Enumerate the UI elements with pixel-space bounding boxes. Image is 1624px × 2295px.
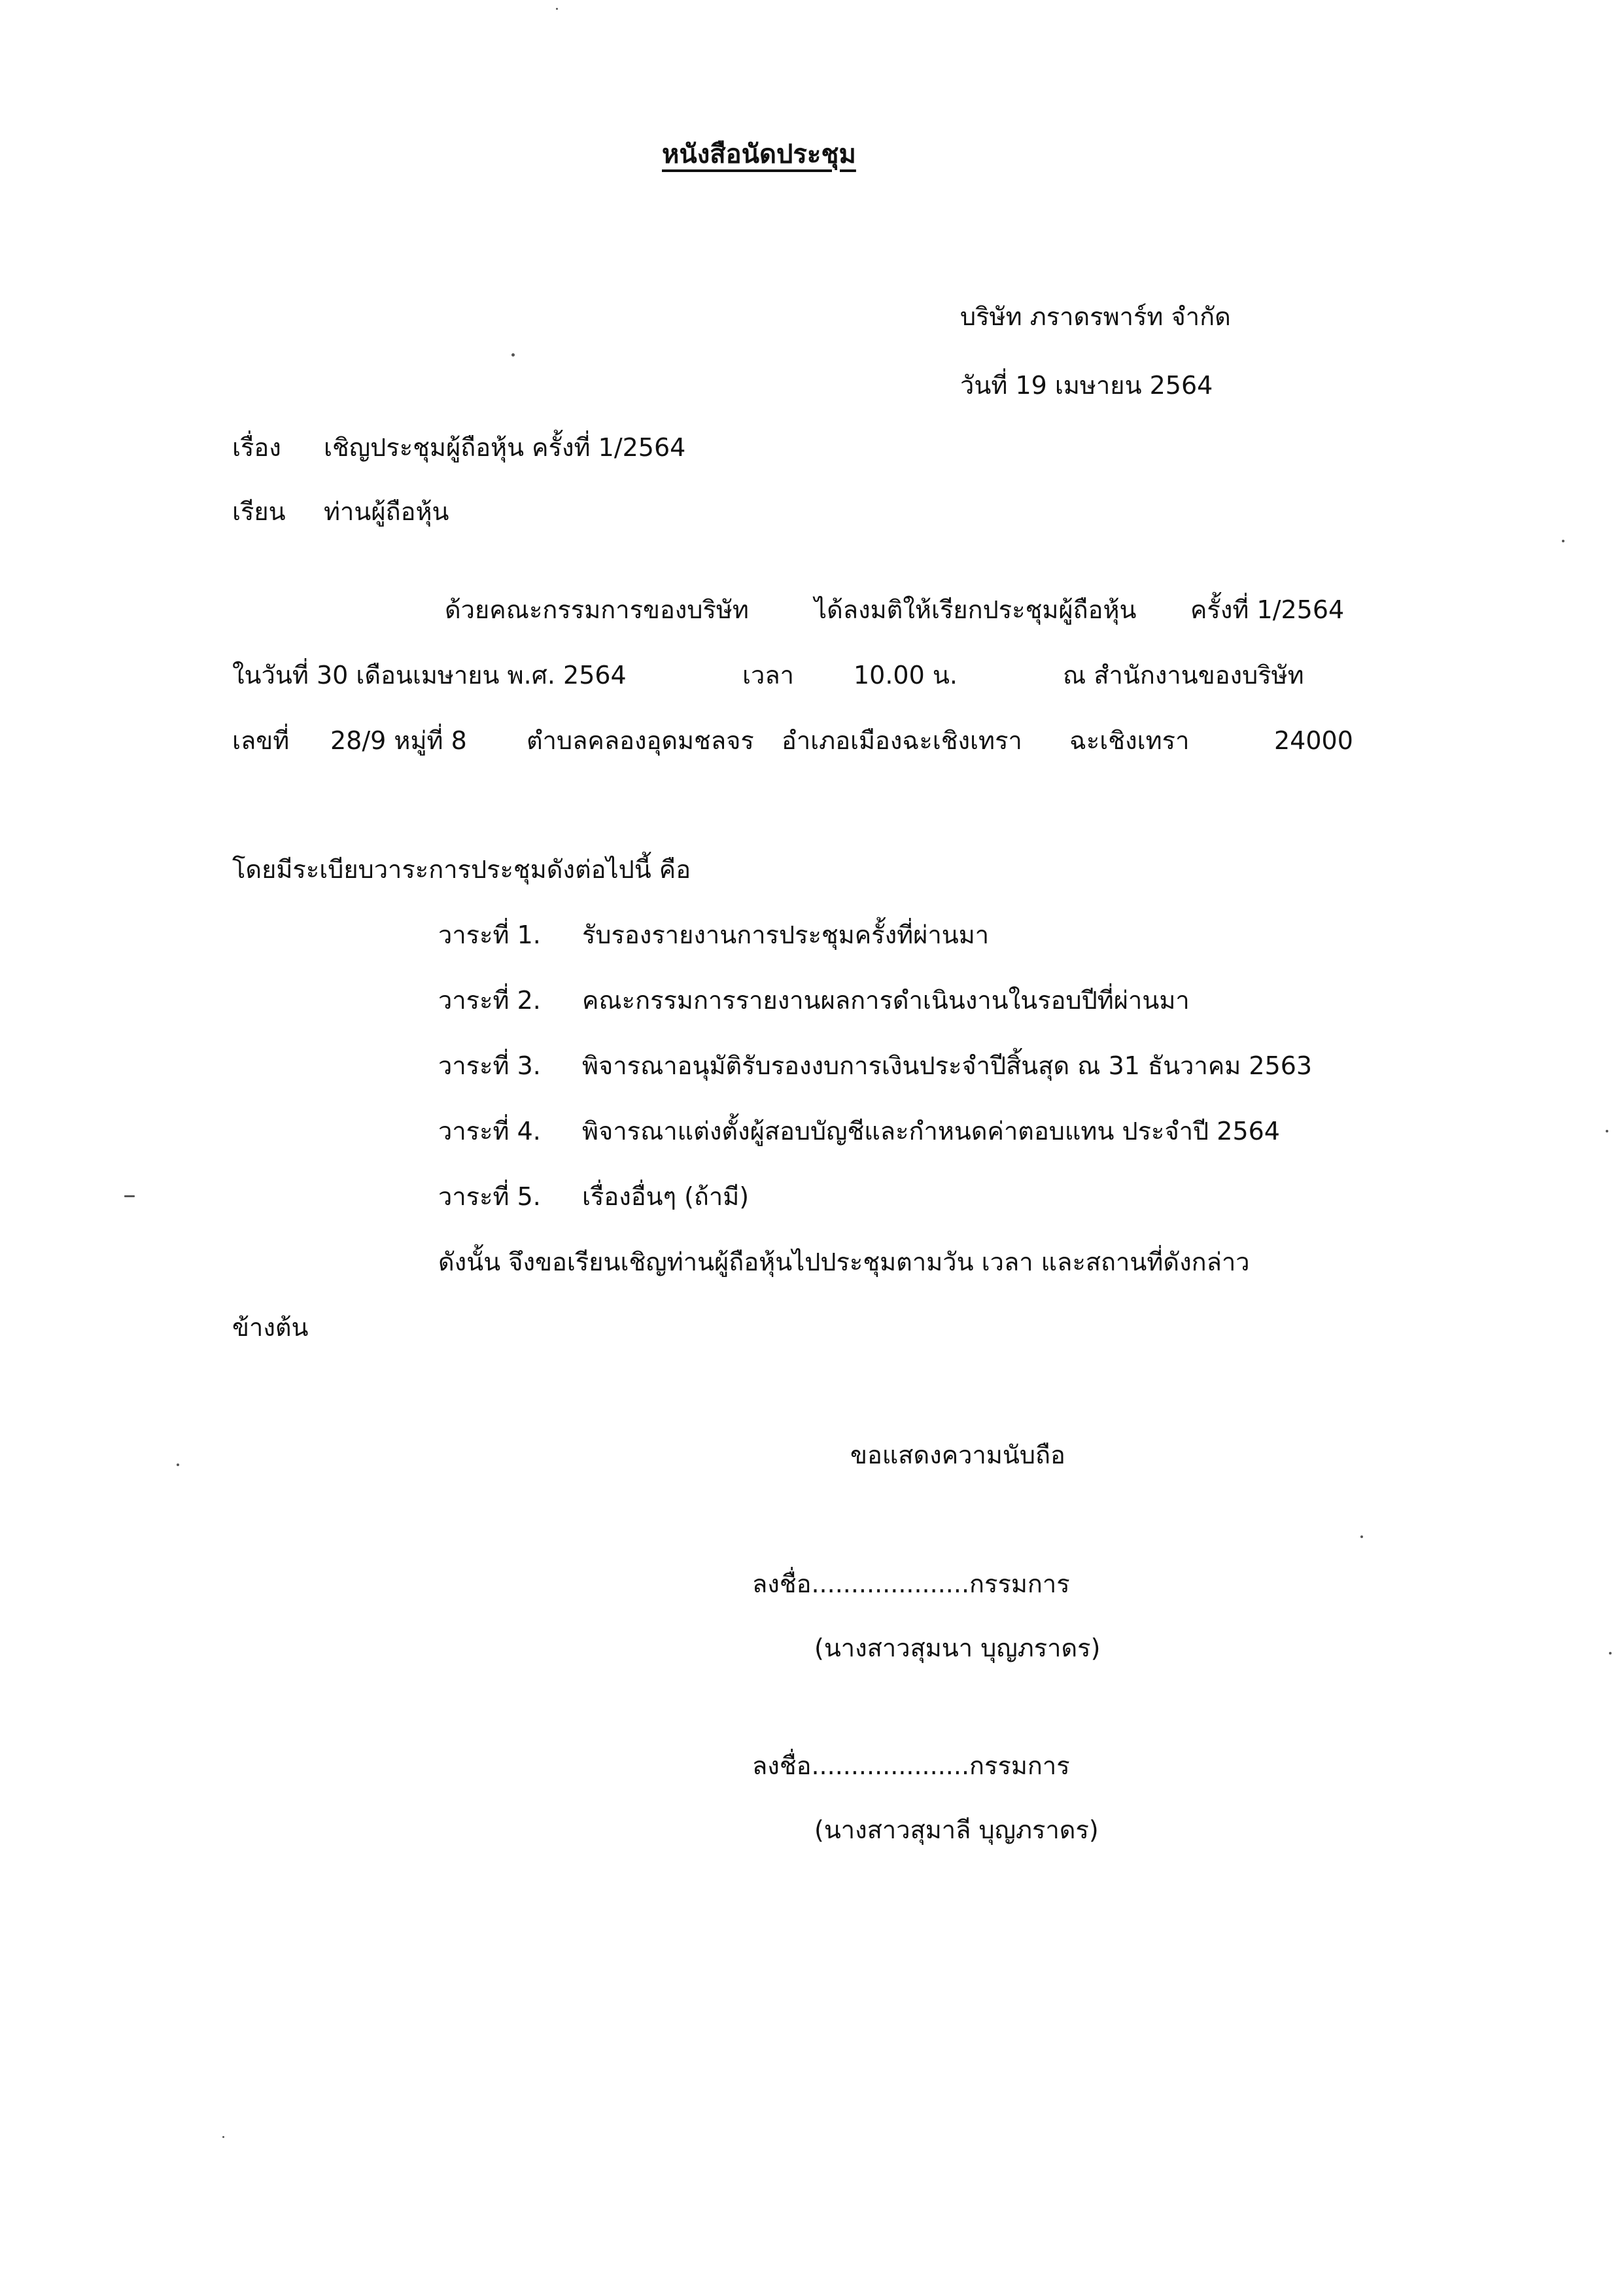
agenda-item-2-text: คณะกรรมการรายงานผลการดำเนินงานในรอบปีที่ผ่านมา — [582, 986, 1190, 1015]
body-line2-time-label: เวลา — [742, 661, 794, 690]
recipient-value: ท่านผู้ถือหุ้น — [324, 497, 449, 526]
body-line2-venue: ณ สำนักงานของบริษัท — [1063, 661, 1304, 690]
agenda-item-5-label: วาระที่ 5. — [438, 1182, 541, 1211]
agenda-intro: โดยมีระเบียบวาระการประชุมดังต่อไปนี้ คือ — [232, 855, 691, 884]
scan-speck — [177, 1463, 179, 1466]
agenda-item-3-label: วาระที่ 3. — [438, 1051, 541, 1080]
document-title: หนังสือนัดประชุม — [662, 139, 856, 169]
signatory-name-2: (นางสาวสุมาลี บุญภราดร) — [814, 1815, 1099, 1844]
scan-speck — [556, 8, 558, 10]
agenda-item-2-label: วาระที่ 2. — [438, 986, 541, 1015]
subject-value: เชิญประชุมผู้ถือหุ้น ครั้งที่ 1/2564 — [324, 433, 686, 462]
signature-line-2: ลงชื่อ....................กรรมการ — [752, 1751, 1070, 1780]
address-province: ฉะเชิงเทรา — [1069, 726, 1190, 755]
address-number: 28/9 หมู่ที่ 8 — [330, 726, 467, 755]
closing-line2: ข้างต้น — [232, 1313, 309, 1342]
address-label: เลขที่ — [232, 726, 290, 755]
agenda-item-3-text: พิจารณาอนุมัติรับรองงบการเงินประจำปีสิ้นสุด ณ 31 ธันวาคม 2563 — [582, 1051, 1313, 1080]
body-line1-part3: ครั้งที่ 1/2564 — [1190, 595, 1345, 624]
closing-line1: ดังนั้น จึงขอเรียนเชิญท่านผู้ถือหุ้นไปประชุมตามวัน เวลา และสถานที่ดังกล่าว — [438, 1248, 1250, 1276]
address-district: อำเภอเมืองฉะเชิงเทรา — [782, 726, 1022, 755]
agenda-item-4-label: วาระที่ 4. — [438, 1117, 541, 1146]
address-subdistrict: ตำบลคลองอุดมชลจร — [527, 726, 754, 755]
scan-speck — [1360, 1535, 1363, 1538]
regards: ขอแสดงความนับถือ — [850, 1441, 1065, 1469]
signature-line-1: ลงชื่อ....................กรรมการ — [752, 1569, 1070, 1598]
body-line2-date: ในวันที่ 30 เดือนเมษายน พ.ศ. 2564 — [232, 661, 627, 690]
body-line1-part2: ได้ลงมติให้เรียกประชุมผู้ถือหุ้น — [814, 595, 1137, 624]
agenda-item-1-text: รับรองรายงานการประชุมครั้งที่ผ่านมา — [582, 920, 990, 949]
address-postcode: 24000 — [1274, 726, 1353, 755]
scan-speck — [222, 2136, 224, 2138]
scan-speck — [1562, 540, 1564, 542]
agenda-item-4-text: พิจารณาแต่งตั้งผู้สอบบัญชีและกำหนดค่าตอบแทน ประจำปี 2564 — [582, 1117, 1280, 1146]
agenda-item-1-label: วาระที่ 1. — [438, 920, 541, 949]
agenda-item-5-text: เรื่องอื่นๆ (ถ้ามี) — [582, 1182, 750, 1211]
scan-speck — [1606, 1130, 1608, 1132]
subject-label: เรื่อง — [232, 433, 281, 462]
scan-speck — [1609, 1652, 1612, 1655]
company-name: บริษัท ภราดรพาร์ท จำกัด — [960, 302, 1231, 331]
body-line1-part1: ด้วยคณะกรรมการของบริษัท — [445, 595, 749, 624]
letter-date: วันที่ 19 เมษายน 2564 — [960, 371, 1213, 400]
recipient-label: เรียน — [232, 497, 286, 526]
scan-speck — [124, 1195, 135, 1197]
scan-speck — [511, 353, 515, 357]
signatory-name-1: (นางสาวสุมนา บุญภราดร) — [814, 1634, 1101, 1662]
body-line2-time-value: 10.00 น. — [854, 661, 958, 690]
